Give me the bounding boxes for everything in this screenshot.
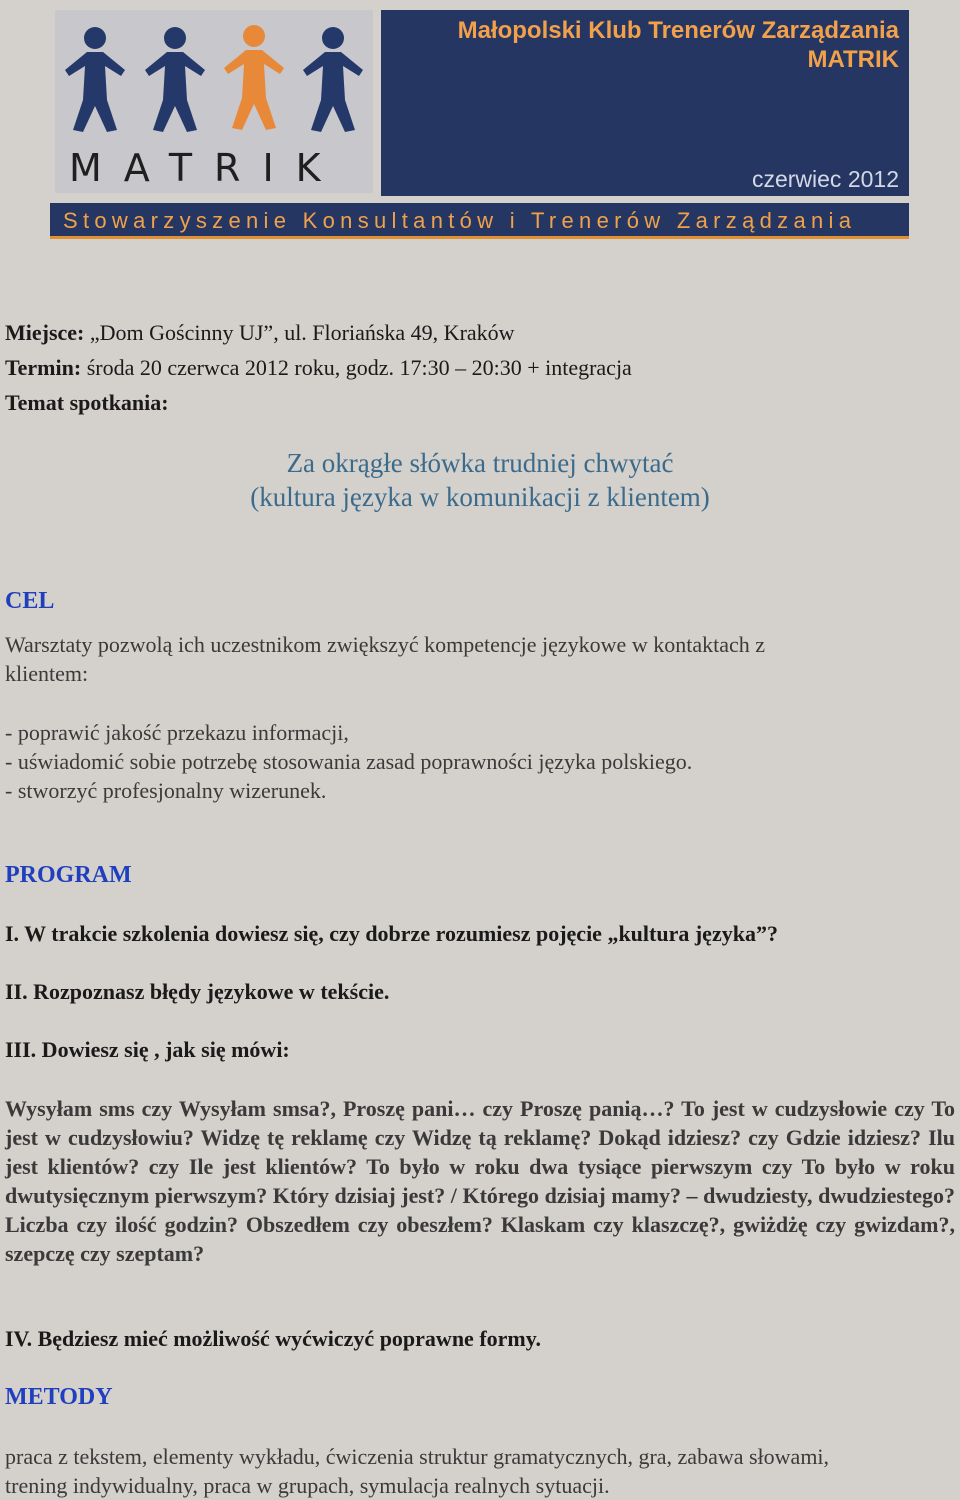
cel-heading: CEL bbox=[5, 588, 55, 614]
place-value: „Dom Gościnny UJ”, ul. Floriańska 49, Kraków bbox=[84, 320, 515, 345]
term-label: Termin: bbox=[5, 355, 82, 380]
term-value: środa 20 czerwca 2012 roku, godz. 17:30 – 20:30 + integracja bbox=[81, 355, 632, 380]
people-chain-icon bbox=[55, 10, 373, 150]
topic-label: Temat spotkania: bbox=[5, 390, 169, 415]
association-bar bbox=[50, 203, 909, 239]
term-line bbox=[5, 355, 632, 381]
program-point-2: II. Rozpoznasz błędy językowe w tekście. bbox=[5, 979, 390, 1004]
metody-text bbox=[5, 1442, 955, 1500]
cel-list bbox=[5, 718, 955, 805]
matrik-logo bbox=[55, 10, 373, 193]
logo-wordmark: MATRIK bbox=[69, 146, 343, 190]
place-line bbox=[5, 320, 515, 346]
club-name-line1: Małopolski Klub Trenerów Zarządzania bbox=[457, 17, 899, 44]
header-banner bbox=[381, 10, 909, 196]
cel-intro-line2: klientem: bbox=[5, 661, 89, 686]
meeting-title-line1: Za okrągłe słówka trudniej chwytać bbox=[286, 448, 674, 478]
metody-heading: METODY bbox=[5, 1384, 113, 1410]
list-item: - stworzyć profesjonalny wizerunek. bbox=[5, 778, 327, 803]
issue-date: czerwiec 2012 bbox=[751, 166, 899, 192]
metody-line1: praca z tekstem, elementy wykładu, ćwiczenia struktur gramatycznych, gra, zabawa słowami, bbox=[5, 1444, 830, 1469]
list-item: - uświadomić sobie potrzebę stosowania zasad poprawności języka polskiego. bbox=[5, 749, 693, 774]
cel-intro-line1: Warsztaty pozwolą ich uczestnikom zwiększyć kompetencje językowe w kontaktach z bbox=[5, 632, 765, 657]
meeting-title-line2: (kultura języka w komunikacji z klientem) bbox=[250, 482, 710, 512]
list-item: - poprawić jakość przekazu informacji, bbox=[5, 720, 349, 745]
cel-intro bbox=[5, 630, 955, 688]
program-point-4: IV. Będziesz mieć możliwość wyćwiczyć poprawne formy. bbox=[5, 1326, 542, 1351]
program-examples: Wysyłam sms czy Wysyłam smsa?, Proszę pani… czy Proszę panią…? To jest w cudzysłowie czy To jest w cudzysłowiu? Widzę tę reklamę czy Widzę tą reklamę? Dokąd idziesz? czy Gdzie idziesz? Ilu jest klientów? czy Ile jest klientów? To było w roku dwa tysiące pierwszym czy To było w roku dwutysięcznym pierwszym? Który dzisiaj jest? / Którego dzisiaj mamy? – dwudziesty, dwudziestego? Liczba czy ilość godzin? Obszedłem czy obeszłem? Klaskam czy klaszczę?, gwiżdżę czy gwizdam?, szepczę czy szeptam? bbox=[5, 1096, 955, 1266]
club-name-line2: MATRIK bbox=[807, 46, 899, 73]
program-point-1: I. W trakcie szkolenia dowiesz się, czy dobrze rozumiesz pojęcie „kultura języka”? bbox=[5, 921, 778, 946]
metody-line2: trening indywidualny, praca w grupach, symulacja realnych sytuacji. bbox=[5, 1473, 610, 1498]
place-label: Miejsce: bbox=[5, 320, 85, 345]
program-point-3: III. Dowiesz się , jak się mówi: bbox=[5, 1037, 290, 1062]
association-name: Stowarzyszenie Konsultantów i Trenerów Zarządzania bbox=[63, 208, 857, 233]
program-heading: PROGRAM bbox=[5, 862, 132, 888]
club-name bbox=[458, 16, 899, 74]
